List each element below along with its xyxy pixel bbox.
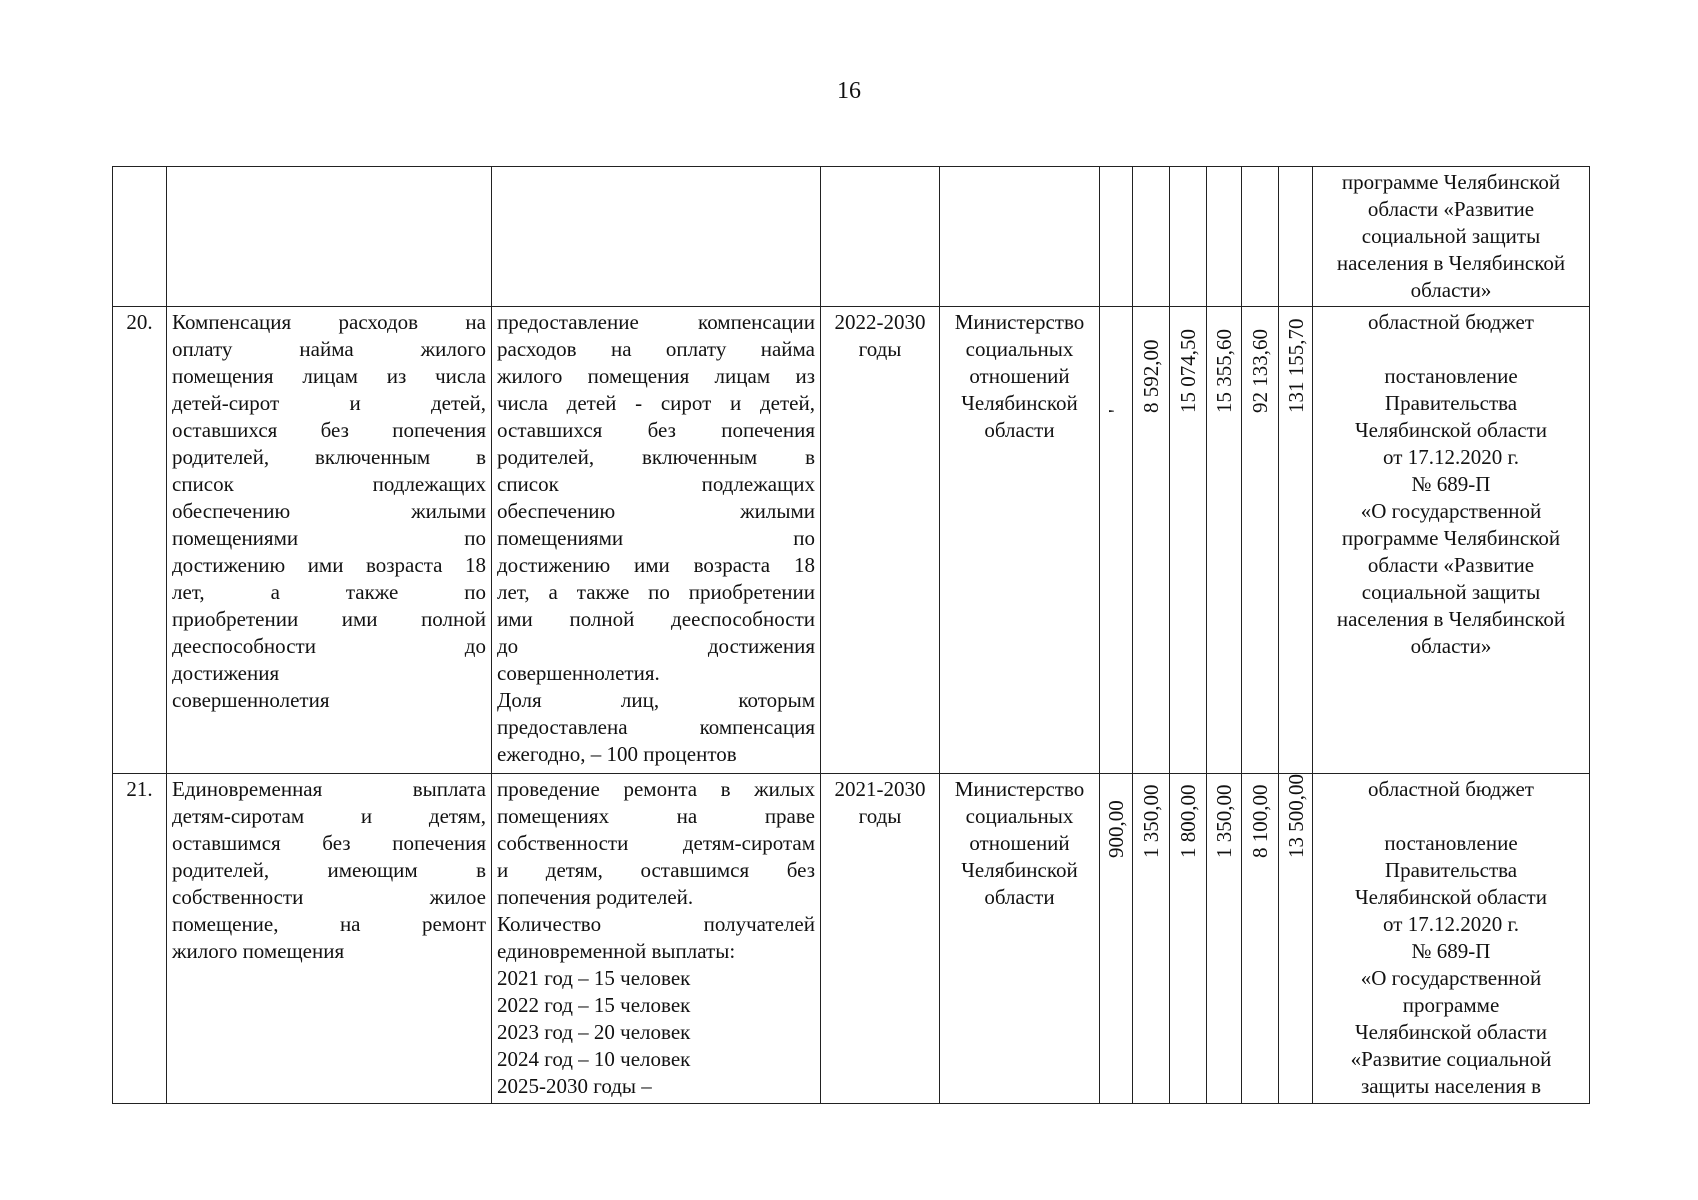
basis-line: программе Челябинской [1341,170,1561,194]
cell-value [1170,167,1207,307]
measure-result [492,307,821,774]
text-line: детям-сиротам и детям, [172,804,486,828]
table-row-20 [113,307,1590,774]
text-line: Доля лиц, которым [497,688,815,712]
basis-line: постановление [1384,364,1518,388]
basis-line: Правительства [1384,391,1518,415]
funding-value-text: ' [1104,409,1128,413]
text-line: отношений [969,364,1070,388]
funding-value [1133,774,1170,1104]
text-line: ежегодно, – 100 процентов [497,742,737,766]
text-line: родителей, включенным в [497,445,815,469]
funding-value-text: 8 100,00 [1248,784,1272,858]
cell-result [492,167,821,307]
funding-value-text: 131 155,70 [1283,318,1308,413]
measures-table [112,166,1590,1104]
text-line: Министерство [954,310,1085,334]
cell-basis [1313,307,1590,774]
text-line: попечения родителей. [497,885,694,909]
funding-value-text: 1 350,00 [1139,784,1163,858]
funding-value [1170,307,1207,774]
basis-line: социальной защиты [1361,224,1541,248]
text-line: родителей, включенным в [172,445,486,469]
funding-value [1242,307,1279,774]
text-line: Министерство [954,777,1085,801]
cell-value [1279,167,1313,307]
text-line: 2024 год – 10 человек [497,1047,691,1071]
funding-value [1170,774,1207,1104]
measure-period [821,307,940,774]
basis-line: Челябинской области [1355,885,1547,909]
cell-name [167,167,492,307]
funding-value-text: 92 133,60 [1248,329,1272,413]
text-line: обеспечению жилыми [172,499,486,523]
text-line: оставшимся без попечения [172,831,486,855]
text-line: оплату найма жилого [172,337,486,361]
text-line: 2021-2030 [834,777,926,801]
text-line: 2025-2030 годы – [497,1074,652,1098]
basis-line: населения в Челябинской [1336,607,1566,631]
text-line: помещение, на ремонт [172,912,486,936]
text-line: 2023 год – 20 человек [497,1020,691,1044]
funding-value-text: 900,00 [1104,800,1128,858]
basis-line: области» [1410,634,1492,658]
text-line: обеспечению жилыми [497,499,815,523]
measure-executor [940,774,1100,1104]
text-line: Компенсация расходов на [172,310,486,334]
cell-value [1242,167,1279,307]
text-line: родителей, имеющим в [172,858,486,882]
text-line: области [984,885,1055,909]
text-line: помещениями по [497,526,815,550]
basis-line: программе [1402,993,1500,1017]
cell-num [113,167,167,307]
text-line: Единовременная выплата [172,777,486,801]
basis-line: постановление [1384,831,1518,855]
text-line: совершеннолетия [172,688,330,712]
text-line: проведение ремонта в жилых [497,777,815,801]
basis-line: «О государственной [1360,499,1542,523]
cell-value [1133,167,1170,307]
text-line: список подлежащих [172,472,486,496]
basis-line: «О государственной [1360,966,1542,990]
basis-line: области «Развитие [1367,197,1535,221]
funding-value [1242,774,1279,1104]
text-line: предоставление компенсации [497,310,815,334]
text-line: 2022 год – 15 человек [497,993,691,1017]
text-line: единовременной выплаты: [497,939,736,963]
basis-line: области» [1410,278,1492,302]
text-line: расходов на оплату найма [497,337,815,361]
text-line: приобретении ими полной [172,607,486,631]
text-line: ими полной дееспособности [497,607,815,631]
basis-line: социальной защиты [1361,580,1541,604]
text-line: социальных [965,337,1074,361]
table-row-21 [113,774,1590,1104]
funding-value-text: 1 800,00 [1176,784,1200,858]
cell-period [821,167,940,307]
text-line: Челябинской [961,391,1078,415]
text-line: достижению ими возраста 18 [172,553,486,577]
measure-name [167,307,492,774]
text-line: лет, а также по [172,580,486,604]
text-line: 2021 год – 15 человек [497,966,691,990]
text-line: достижению ими возраста 18 [497,553,815,577]
cell-basis [1313,774,1590,1104]
text-line: жилого помещения лицам из [497,364,815,388]
basis-line: «Развитие социальной [1350,1047,1552,1071]
basis-line: от 17.12.2020 г. [1383,912,1519,936]
text-line: годы [858,337,902,361]
basis-line: области «Развитие [1367,553,1535,577]
funding-value [1100,774,1133,1104]
text-line: достижения [172,661,280,685]
funding-value [1207,307,1242,774]
text-line: список подлежащих [497,472,815,496]
cell-executor [940,167,1100,307]
text-line: оставшихся без попечения [497,418,815,442]
page-number: 16 [837,78,861,104]
text-line: совершеннолетия. [497,661,660,685]
basis-line: № 689-П [1411,472,1491,496]
funding-source: областной бюджет [1368,777,1534,801]
text-line: Челябинской [961,858,1078,882]
text-line: лет, а также по приобретении [497,580,815,604]
funding-value [1279,774,1313,1104]
text-line: Количество получателей [497,912,815,936]
funding-value [1279,307,1313,774]
measure-period [821,774,940,1104]
measure-name [167,774,492,1104]
measure-result [492,774,821,1104]
basis-line: Правительства [1384,858,1518,882]
text-line: помещениях на праве [497,804,815,828]
text-line: жилого помещения [172,939,345,963]
funding-value-text: 8 592,00 [1139,339,1163,413]
basis-line: Челябинской области [1355,1020,1547,1044]
text-line: отношений [969,831,1070,855]
text-line: годы [858,804,902,828]
row-number: 20. [113,307,167,774]
text-line: до достижения [497,634,815,658]
table-row-continuation [113,167,1590,307]
text-line: помещения лицам из числа [172,364,486,388]
funding-value-text: 13 500,00 [1283,774,1308,858]
measure-executor [940,307,1100,774]
text-line: собственности детям-сиротам [497,831,815,855]
basis-line: № 689-П [1411,939,1491,963]
basis-line: программе Челябинской [1341,526,1561,550]
funding-value [1207,774,1242,1104]
text-line: предоставлена компенсация [497,715,815,739]
funding-value-text: 15 355,60 [1212,329,1236,413]
cell-basis [1313,167,1590,307]
text-line: дееспособности до [172,634,486,658]
cell-value [1207,167,1242,307]
text-line: оставшихся без попечения [172,418,486,442]
text-line: социальных [965,804,1074,828]
funding-value [1133,307,1170,774]
text-line: области [984,418,1055,442]
text-line: детей-сирот и детей, [172,391,486,415]
cell-value [1100,167,1133,307]
funding-value-text: 1 350,00 [1212,784,1236,858]
text-line: собственности жилое [172,885,486,909]
text-line: помещениями по [172,526,486,550]
funding-source: областной бюджет [1368,310,1534,334]
text-line: и детям, оставшимся без [497,858,815,882]
funding-value-text: 15 074,50 [1176,329,1200,413]
basis-line: населения в Челябинской [1336,251,1566,275]
text-line: 2022-2030 [834,310,926,334]
basis-line: от 17.12.2020 г. [1383,445,1519,469]
basis-line: защиты населения в [1360,1074,1542,1098]
basis-line: Челябинской области [1355,418,1547,442]
row-number: 21. [113,774,167,1104]
funding-value [1100,307,1133,774]
text-line: числа детей - сирот и детей, [497,391,815,415]
